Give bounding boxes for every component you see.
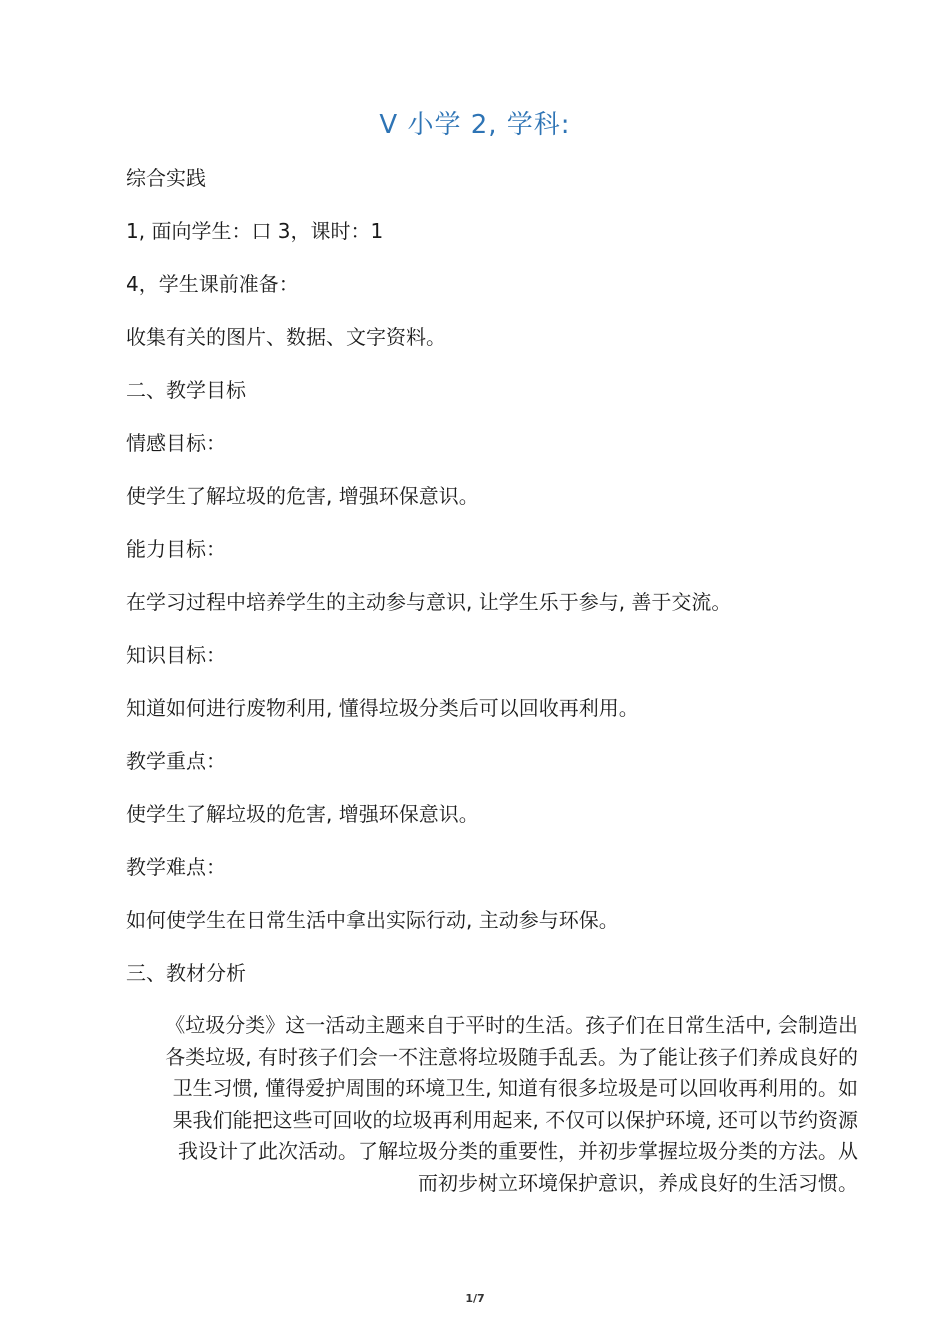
emotion-goal-text: 使学生了解垃圾的危害, 增强环保意识。 [126, 484, 479, 508]
difficulty-text: 如何使学生在日常生活中拿出实际行动, 主动参与环保。 [126, 908, 619, 932]
emotion-goal-heading: 情感目标： [126, 431, 226, 455]
key-point-text: 使学生了解垃圾的危害, 增强环保意识。 [126, 802, 479, 826]
preparation-heading: 4，学生课前准备： [126, 272, 299, 296]
preparation-text: 收集有关的图片、数据、文字资料。 [126, 325, 446, 349]
paragraph-line: 《垃圾分类》这一活动主题来自于平时的生活。孩子们在日常生活中, 会制造出 [165, 1013, 858, 1037]
document-title: V 小学 2, 学科: [379, 110, 571, 140]
section-heading-goals: 二、教学目标 [126, 378, 246, 402]
ability-goal-text: 在学习过程中培养学生的主动参与意识, 让学生乐于参与, 善于交流。 [126, 590, 732, 614]
paragraph-line: 果我们能把这些可回收的垃圾再利用起来, 不仅可以保护环境, 还可以节约资源 [172, 1107, 858, 1132]
section-heading-analysis: 三、教材分析 [126, 961, 246, 985]
page-number: 1/7 [465, 1292, 485, 1305]
audience-line: 1, 面向学生：口 3，课时：1 [126, 219, 384, 243]
paragraph-line: 各类垃圾, 有时孩子们会一不注意将垃圾随手乱丢。为了能让孩子们养成良好的 [165, 1044, 858, 1069]
paragraph-line: 卫生习惯, 懂得爱护周围的环境卫生, 知道有很多垃圾是可以回收再利用的。如 [172, 1076, 858, 1101]
subject-line: 综合实践 [126, 166, 206, 190]
paragraph-line: 而初步树立环境保护意识，养成良好的生活习惯。 [418, 1170, 858, 1195]
difficulty-heading: 教学难点： [126, 855, 226, 879]
knowledge-goal-text: 知道如何进行废物利用, 懂得垃圾分类后可以回收再利用。 [126, 696, 639, 720]
knowledge-goal-heading: 知识目标： [126, 643, 226, 667]
paragraph-line: 我设计了此次活动。了解垃圾分类的重要性，并初步掌握垃圾分类的方法。从 [178, 1139, 858, 1164]
key-point-heading: 教学重点： [126, 749, 226, 773]
analysis-paragraph [80, 1010, 858, 1200]
ability-goal-heading: 能力目标： [126, 537, 226, 561]
